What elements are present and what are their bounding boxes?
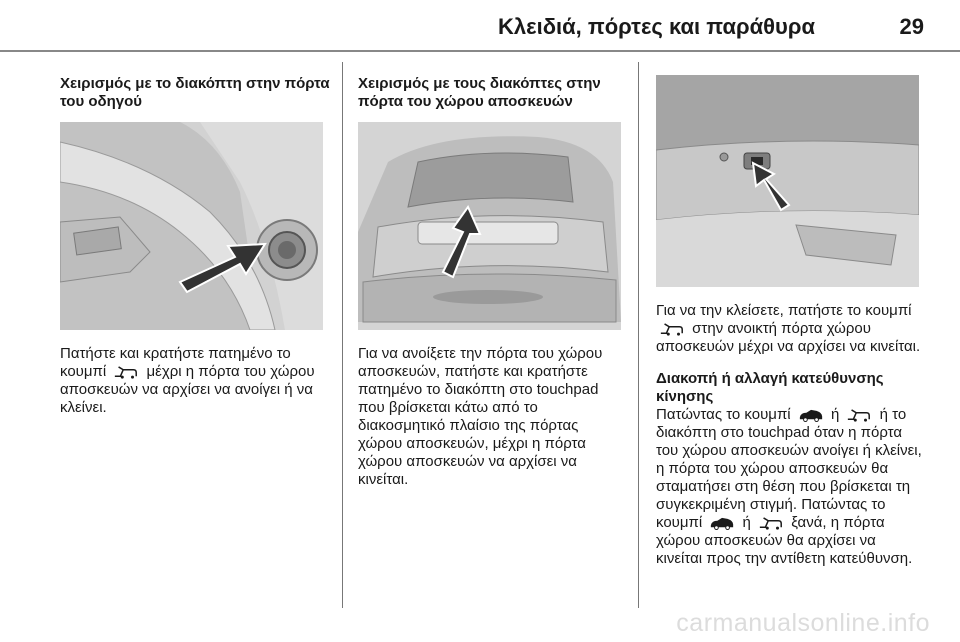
col3-p2-or1: ή xyxy=(830,406,840,423)
column-divider-2 xyxy=(638,62,639,608)
col1-text-before-icon: Πατήστε και κρατήστε πατημένο το κουμπί xyxy=(60,345,291,380)
trunk-open-icon xyxy=(659,323,685,336)
col3-body xyxy=(656,302,924,568)
figure-tailgate-button xyxy=(656,75,919,287)
figure-driver-door-switch xyxy=(60,122,323,330)
col3-subheading: Διακοπή ή αλλαγή κατεύθυνσης κίνησης xyxy=(656,370,884,405)
col1-heading: Χειρισμός με το διακόπτη στην πόρτα του οδηγού xyxy=(60,75,330,110)
figure-tailgate-touchpad xyxy=(358,122,621,330)
col3-p2-or2: ή xyxy=(742,514,751,531)
header-rule xyxy=(0,50,960,52)
trunk-open-icon xyxy=(758,517,784,530)
page-number: 29 xyxy=(899,14,924,39)
col3-text1-before-icon: Για να την κλείσετε, πατήστε το κουμπί xyxy=(656,302,912,319)
col3-p2-c: ξανά, η πόρτα χώρου αποσκευών θα αρχίσει να κινείται προς την αντίθετη κατεύθυνση. xyxy=(656,514,913,567)
col3-paragraph-1 xyxy=(656,302,924,356)
header-title: Κλειδιά, πόρτες και παράθυρα xyxy=(498,14,815,39)
col2-heading: Χειρισμός με τους διακόπτες στην πόρτα του χώρου αποσκευών xyxy=(358,75,601,110)
col1-text-after-icon: μέχρι η πόρτα του χώρου αποσκευών να αρχίσει να ανοίγει ή να κλείνει. xyxy=(60,363,315,416)
col2-body: Για να ανοίξετε την πόρτα του χώρου αποσκευών, πατήστε και κρατήστε πατημένο το διακόπτη στο touchpad που βρίσκεται κάτω από το διακοσμητικό πλαίσιο της πόρτας χώρου αποσκευών, μέχρι η πόρτα χώρου αποσκευών να αρχίσει να κινείται. xyxy=(358,345,603,488)
car-remote-icon xyxy=(709,517,735,530)
col3-paragraph-2 xyxy=(656,406,924,568)
col1-body xyxy=(60,345,330,417)
column-divider-1 xyxy=(342,62,343,608)
trunk-open-icon xyxy=(846,409,872,422)
col3-text1-after-icon: στην ανοικτή πόρτα χώρου αποσκευών μέχρι να αρχίσει να κινείται. xyxy=(656,320,921,355)
car-remote-icon xyxy=(798,409,824,422)
col3-p2-a: Πατώντας το κουμπί xyxy=(656,406,791,423)
watermark: carmanualsonline.info xyxy=(676,609,930,637)
col3-p2-b: ή το διακόπτη στο touchpad όταν η πόρτα του χώρου αποσκευών ανοίγει ή κλείνει, η πόρτα του χώρου αποσκευών θα σταματήσει στη θέση που βρίσκεται τη συγκεκριμένη στιγμή. Πατώντας το κουμπί xyxy=(656,406,922,531)
trunk-open-icon xyxy=(113,366,139,379)
